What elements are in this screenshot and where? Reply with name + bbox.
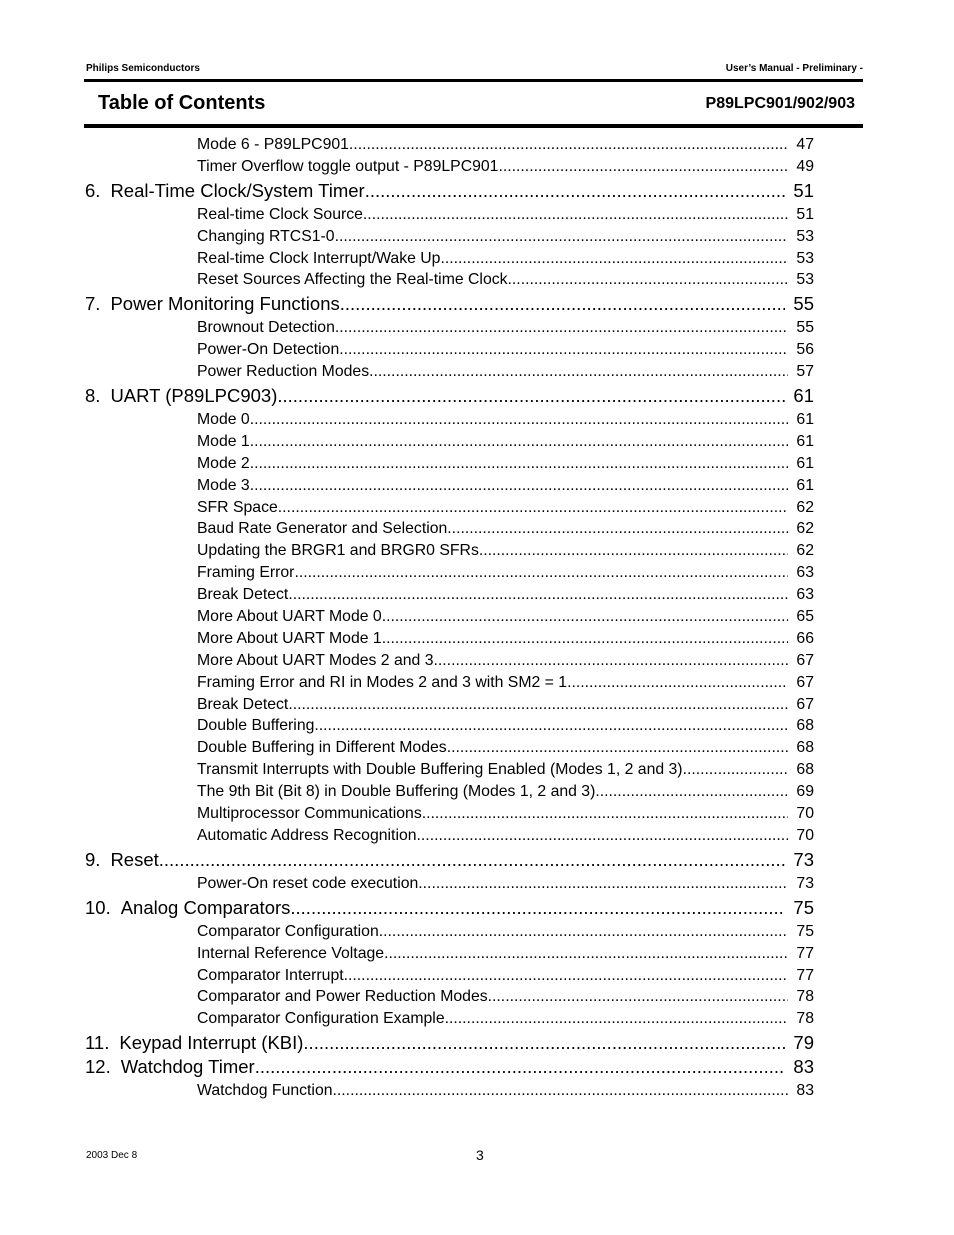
dot-leader: [303, 1032, 785, 1054]
dot-leader: [277, 385, 785, 407]
toc-subsection-entry[interactable]: [197, 562, 814, 584]
toc-section-entry[interactable]: [85, 849, 814, 871]
toc-section-entry[interactable]: [85, 385, 814, 407]
toc-subsection-entry[interactable]: [197, 943, 814, 965]
toc-entry-title: Break Detect: [197, 586, 289, 604]
toc-entry-title: Power Monitoring Functions: [110, 293, 340, 315]
toc-subsection-entry[interactable]: [197, 361, 814, 383]
dot-leader: [250, 409, 789, 431]
toc-page-number: 77: [796, 966, 814, 984]
dot-leader: [349, 134, 789, 156]
footer-date: 2003 Dec 8: [86, 1150, 138, 1161]
toc-entry-title: Framing Error and RI in Modes 2 and 3 with SM2 = 1: [197, 673, 568, 691]
toc-entry-title: Mode 1: [197, 432, 250, 450]
toc-entry-title: Watchdog Timer: [120, 1056, 255, 1078]
toc-subsection-entry[interactable]: [197, 269, 814, 291]
toc-page-number: 66: [796, 629, 814, 647]
toc-page-number: 78: [796, 988, 814, 1006]
toc-section-number: 12.: [85, 1056, 111, 1078]
dot-leader: [278, 497, 789, 519]
toc-entry-title: Framing Error: [197, 564, 295, 582]
dot-leader: [363, 204, 789, 226]
toc-entry-title: SFR Space: [197, 498, 278, 516]
toc-subsection-entry[interactable]: [197, 453, 814, 475]
toc-subsection-entry[interactable]: [197, 518, 814, 540]
toc-subsection-entry[interactable]: [197, 540, 814, 562]
dot-leader: [498, 156, 788, 178]
toc-page-number: 56: [796, 341, 814, 359]
dot-leader: [417, 825, 789, 847]
dot-leader: [339, 339, 788, 361]
dot-leader: [488, 986, 789, 1008]
toc-section-number: 9.: [85, 848, 101, 870]
document-id: P89LPC901/902/903: [705, 95, 855, 112]
toc-entry-title: Power Reduction Modes: [197, 363, 370, 381]
toc-section-number: 6.: [85, 179, 101, 201]
toc-subsection-entry[interactable]: [197, 803, 814, 825]
dot-leader: [335, 317, 789, 339]
toc-page-number: 68: [796, 761, 814, 779]
toc-entry-title: Break Detect: [197, 695, 289, 713]
title-rule: [84, 124, 863, 128]
toc-section-number: 7.: [85, 293, 101, 315]
toc-page-number: 53: [796, 271, 814, 289]
dot-leader: [255, 1056, 786, 1078]
toc-subsection-entry[interactable]: [197, 781, 814, 803]
toc-section-number: 8.: [85, 385, 101, 407]
toc-entry-title: Mode 3: [197, 476, 250, 494]
dot-leader: [447, 518, 788, 540]
toc-subsection-entry[interactable]: [197, 694, 814, 716]
toc-entry-title: Updating the BRGR1 and BRGR0 SFRs: [197, 542, 479, 560]
toc-page-number: 57: [796, 363, 814, 381]
toc-subsection-entry[interactable]: [197, 737, 814, 759]
dot-leader: [567, 672, 788, 694]
toc-page-number: 65: [796, 608, 814, 626]
toc-entry-title: Analog Comparators: [120, 896, 291, 918]
toc-entry-title: Automatic Address Recognition: [197, 826, 417, 844]
toc-entry-title: Baud Rate Generator and Selection: [197, 520, 448, 538]
toc-page-number: 83: [796, 1082, 814, 1100]
dot-leader: [365, 180, 786, 202]
dot-leader: [445, 1008, 789, 1030]
toc-page-number: 73: [793, 848, 814, 870]
dot-leader: [440, 248, 788, 270]
toc-page-number: 67: [796, 651, 814, 669]
toc-page-number: 70: [796, 805, 814, 823]
toc-entry-title: Brownout Detection: [197, 319, 335, 337]
toc-subsection-entry[interactable]: [197, 873, 814, 895]
toc-page-number: 51: [793, 179, 814, 201]
toc-subsection-entry[interactable]: [197, 156, 814, 178]
toc-page-number: 61: [796, 454, 814, 472]
toc-entry-title: Comparator Interrupt: [197, 966, 344, 984]
toc-page-number: 49: [796, 157, 814, 175]
toc-subsection-entry[interactable]: [197, 825, 814, 847]
toc-entry-title: Mode 6 - P89LPC901: [197, 136, 349, 153]
toc-section-entry[interactable]: [85, 1056, 814, 1078]
toc-subsection-entry[interactable]: [197, 497, 814, 519]
toc-page-number: 77: [796, 944, 814, 962]
toc-entry-title: Transmit Interrupts with Double Buffering Enabled (Modes 1, 2 and 3): [197, 761, 683, 779]
toc-entry-title: Real-time Clock Interrupt/Wake Up: [197, 249, 441, 267]
toc-subsection-entry[interactable]: [197, 986, 814, 1008]
toc-subsection-entry[interactable]: [197, 628, 814, 650]
toc-section-number: 10.: [85, 896, 111, 918]
toc-subsection-entry[interactable]: [197, 409, 814, 431]
toc-section-entry[interactable]: [85, 180, 814, 202]
toc-subsection-entry[interactable]: [197, 650, 814, 672]
dot-leader: [335, 226, 789, 248]
toc-subsection-entry[interactable]: [197, 965, 814, 987]
dot-leader: [683, 759, 789, 781]
toc-page-number: 68: [796, 717, 814, 735]
toc-page-number: 61: [796, 476, 814, 494]
footer-page-number: 3: [476, 1147, 484, 1163]
toc-subsection-entry[interactable]: [197, 921, 814, 943]
dot-leader: [159, 849, 786, 871]
toc-entry-title: Comparator Configuration: [197, 922, 379, 940]
toc-page-number: 78: [796, 1010, 814, 1028]
toc-entry-title: Comparator Configuration Example: [197, 1010, 445, 1028]
toc-entry-title: Double Buffering: [197, 717, 315, 735]
toc-entry-title: The 9th Bit (Bit 8) in Double Buffering (Modes 1, 2 and 3): [197, 783, 596, 801]
toc-page-number: 61: [796, 432, 814, 450]
toc-entry-title: Mode 2: [197, 454, 250, 472]
toc-section-entry[interactable]: [85, 1032, 814, 1054]
toc-subsection-entry[interactable]: [197, 1080, 814, 1102]
dot-leader: [250, 431, 789, 453]
toc-page-number: 62: [796, 520, 814, 538]
dot-leader: [294, 562, 788, 584]
table-of-contents: [0, 134, 954, 1102]
toc-entry-title: Mode 0: [197, 411, 250, 429]
dot-leader: [422, 803, 789, 825]
toc-page-number: 51: [796, 205, 814, 223]
toc-entry-title: Watchdog Function: [197, 1082, 333, 1100]
dot-leader: [250, 453, 789, 475]
toc-page-number: 68: [796, 739, 814, 757]
dot-leader: [479, 540, 789, 562]
dot-leader: [314, 715, 788, 737]
dot-leader: [508, 269, 789, 291]
toc-entry-title: More About UART Mode 1: [197, 629, 382, 647]
company-name: Philips Semiconductors: [86, 63, 200, 74]
toc-page-number: 69: [796, 783, 814, 801]
toc-section-number: 11.: [85, 1032, 110, 1054]
toc-page-number: 47: [796, 136, 814, 153]
manual-status: User’s Manual - Preliminary -: [725, 63, 863, 74]
toc-subsection-entry[interactable]: [197, 1008, 814, 1030]
toc-subsection-entry[interactable]: [197, 226, 814, 248]
toc-page-number: 79: [793, 1032, 814, 1054]
toc-entry-title: Comparator and Power Reduction Modes: [197, 988, 488, 1006]
toc-page-number: 73: [796, 874, 814, 892]
toc-page-number: 75: [793, 896, 814, 918]
toc-page-number: 70: [796, 826, 814, 844]
toc-subsection-entry[interactable]: [197, 204, 814, 226]
dot-leader: [382, 606, 789, 628]
toc-entry-title: Multiprocessor Communications: [197, 805, 422, 823]
dot-leader: [369, 361, 788, 383]
dot-leader: [288, 584, 788, 606]
toc-subsection-entry[interactable]: [197, 584, 814, 606]
dot-leader: [382, 628, 789, 650]
toc-page-number: 53: [796, 249, 814, 267]
toc-page-number: 62: [796, 542, 814, 560]
dot-leader: [595, 781, 788, 803]
toc-entry-title: Timer Overflow toggle output - P89LPC901: [197, 157, 499, 175]
toc-subsection-entry[interactable]: [197, 606, 814, 628]
toc-section-entry[interactable]: [85, 897, 814, 919]
toc-entry-title: Internal Reference Voltage: [197, 944, 385, 962]
toc-subsection-entry[interactable]: [197, 317, 814, 339]
toc-entry-title: Changing RTCS1-0: [197, 227, 335, 245]
dot-leader: [434, 650, 789, 672]
toc-page-number: 62: [796, 498, 814, 516]
toc-subsection-entry[interactable]: [197, 759, 814, 781]
toc-entry-title: Real-time Clock Source: [197, 205, 363, 223]
dot-leader: [447, 737, 789, 759]
toc-entry-title: Reset: [110, 848, 159, 870]
toc-page-number: 83: [793, 1056, 814, 1078]
toc-entry-title: Keypad Interrupt (KBI): [119, 1032, 304, 1054]
toc-page-number: 53: [796, 227, 814, 245]
toc-entry-title: UART (P89LPC903): [110, 385, 278, 407]
toc-section-entry[interactable]: [85, 293, 814, 315]
toc-entry-title: More About UART Modes 2 and 3: [197, 651, 434, 669]
toc-entry-title: More About UART Mode 0: [197, 608, 382, 626]
toc-subsection-entry[interactable]: [197, 475, 814, 497]
toc-page-number: 75: [796, 922, 814, 940]
toc-entry-title: Power-On reset code execution: [197, 874, 419, 892]
dot-leader: [340, 293, 786, 315]
toc-entry-title: Real-Time Clock/System Timer: [110, 179, 365, 201]
dot-leader: [333, 1080, 789, 1102]
dot-leader: [290, 897, 785, 919]
toc-entry-title: Power-On Detection: [197, 341, 340, 359]
toc-subsection-entry[interactable]: [197, 134, 814, 156]
dot-leader: [379, 921, 789, 943]
toc-page-number: 63: [796, 586, 814, 604]
dot-leader: [250, 475, 789, 497]
dot-leader: [288, 694, 788, 716]
toc-page-number: 63: [796, 564, 814, 582]
toc-subsection-entry[interactable]: [197, 672, 814, 694]
dot-leader: [418, 873, 788, 895]
toc-page-number: 55: [796, 319, 814, 337]
toc-page-number: 67: [796, 695, 814, 713]
toc-subsection-entry[interactable]: [197, 339, 814, 361]
toc-page-number: 61: [793, 385, 814, 407]
dot-leader: [384, 943, 788, 965]
toc-entry-title: Reset Sources Affecting the Real-time Clock: [197, 271, 508, 289]
toc-subsection-entry[interactable]: [197, 431, 814, 453]
toc-subsection-entry[interactable]: [197, 715, 814, 737]
page-title: Table of Contents: [98, 92, 266, 114]
toc-page-number: 55: [793, 293, 814, 315]
dot-leader: [344, 965, 789, 987]
toc-page-number: 67: [796, 673, 814, 691]
header-rule: [84, 79, 863, 82]
toc-subsection-entry[interactable]: [197, 248, 814, 270]
toc-page-number: 61: [796, 411, 814, 429]
toc-entry-title: Double Buffering in Different Modes: [197, 739, 447, 757]
